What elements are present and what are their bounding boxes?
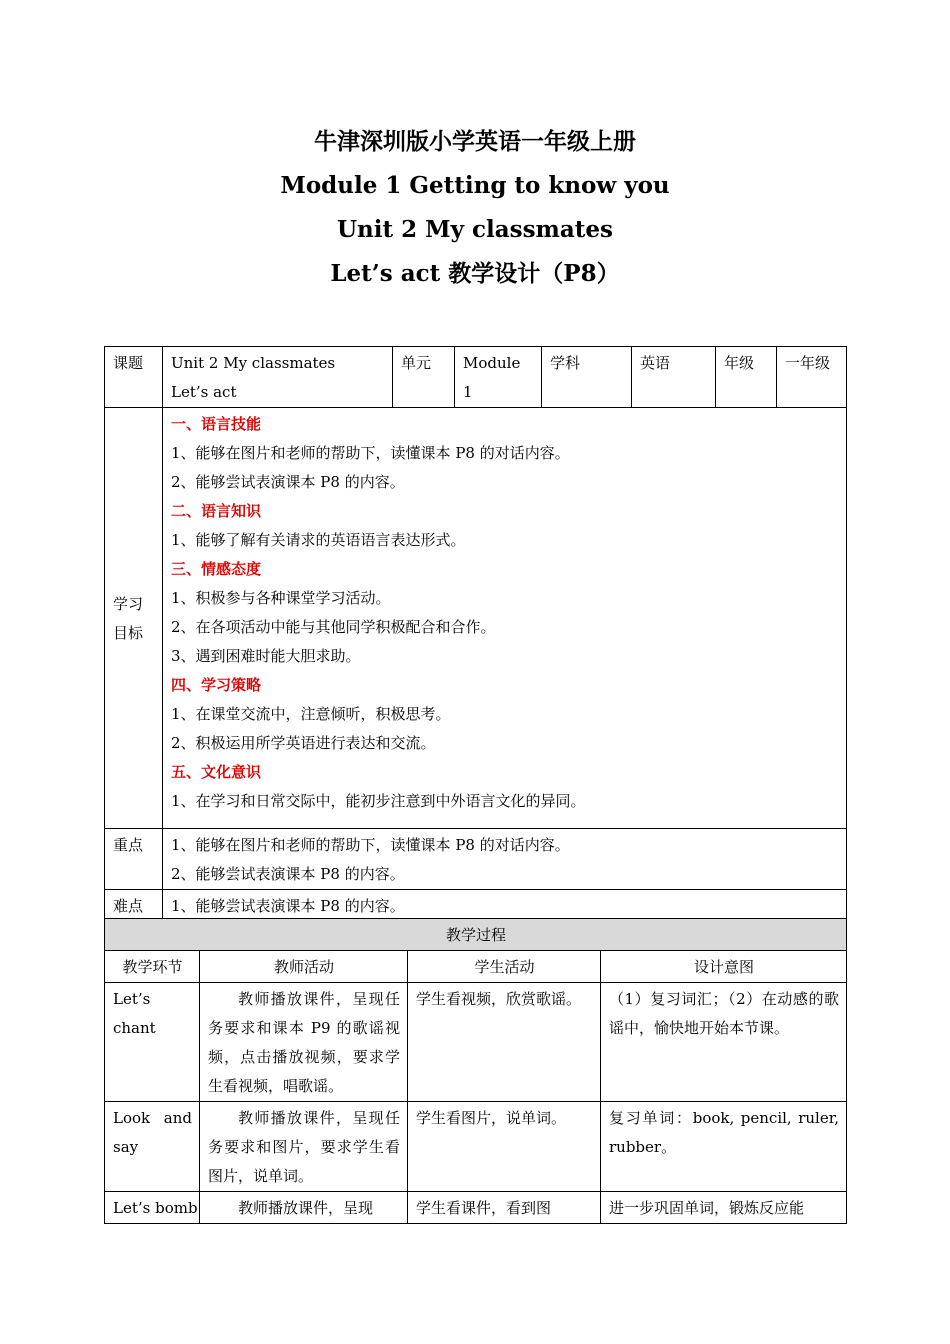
column-header: 教师活动: [200, 951, 408, 983]
topic-label: 课题: [105, 347, 163, 408]
topic-value: Unit 2 My classmates Let’s act: [163, 347, 393, 408]
title-book: 牛津深圳版小学英语一年级上册: [314, 128, 636, 155]
goal-item: 1、在学习和日常交际中，能初步注意到中外语言文化的异同。: [171, 792, 586, 810]
teacher-activity-cell: 教师播放课件，呈现: [200, 1192, 408, 1224]
lesson-info-table: [104, 346, 847, 922]
subject-label: 学科: [542, 347, 632, 408]
teacher-activity-cell: 教师播放课件，呈现任务要求和课本 P9 的歌谣视频，点击播放视频，要求学生看视频，唱歌谣。: [200, 983, 408, 1102]
difficult-points-content: 1、能够尝试表演课本 P8 的内容。: [163, 890, 847, 922]
process-header-row: [105, 951, 847, 983]
table-row: [105, 1102, 847, 1192]
column-header: 学生活动: [408, 951, 601, 983]
goal-item: 1、能够在图片和老师的帮助下，读懂课本 P8 的对话内容。: [171, 444, 570, 462]
document-title-block: [0, 120, 950, 296]
stage-cell: Look and say: [105, 1102, 200, 1192]
goal-item: 1、能够了解有关请求的英语语言表达形式。: [171, 531, 466, 549]
table-row: [105, 1192, 847, 1224]
goal-section-heading: 三、情感态度: [171, 560, 262, 578]
unit-label: 单元: [393, 347, 455, 408]
goal-item: 2、积极运用所学英语进行表达和交流。: [171, 734, 436, 752]
title-module: Module 1 Getting to know you: [280, 172, 670, 199]
table-row: [105, 983, 847, 1102]
goal-item: 3、遇到困难时能大胆求助。: [171, 647, 361, 665]
difficult-points-row: [105, 890, 847, 922]
stage-cell: Let’s bomb: [105, 1192, 200, 1224]
key-points-label: 重点: [105, 829, 163, 890]
goal-item: 2、在各项活动中能与其他同学积极配合和合作。: [171, 618, 496, 636]
student-activity-cell: 学生看视频，欣赏歌谣。: [408, 983, 601, 1102]
goal-item: 2、能够尝试表演课本 P8 的内容。: [171, 473, 405, 491]
teacher-activity-cell: 教师播放课件，呈现任务要求和图片，要求学生看图片，说单词。: [200, 1102, 408, 1192]
design-intent-cell: 进一步巩固单词，锻炼反应能: [601, 1192, 847, 1224]
grade-value: 一年级: [777, 347, 847, 408]
key-points-content: 1、能够在图片和老师的帮助下，读懂课本 P8 的对话内容。 2、能够尝试表演课本 P8 的内容。: [163, 829, 847, 890]
goal-section-heading: 五、文化意识: [171, 763, 262, 781]
stage-cell: Let’s chant: [105, 983, 200, 1102]
process-title-row: [105, 919, 847, 951]
goals-row: [105, 408, 847, 829]
column-header: 设计意图: [601, 951, 847, 983]
goals-content: [163, 408, 847, 829]
column-header: 教学环节: [105, 951, 200, 983]
goal-item: 1、在课堂交流中，注意倾听，积极思考。: [171, 705, 451, 723]
goal-section-heading: 一、语言技能: [171, 415, 262, 433]
title-unit: Unit 2 My classmates: [337, 216, 613, 243]
teaching-process-table: [104, 918, 847, 1224]
goals-label: 学习 目标: [105, 408, 163, 829]
goal-section-heading: 四、学习策略: [171, 676, 262, 694]
subject-value: 英语: [632, 347, 716, 408]
difficult-points-label: 难点: [105, 890, 163, 922]
unit-value: Module 1: [455, 347, 542, 408]
title-lesson: Let’s act 教学设计（P8）: [330, 260, 620, 287]
design-intent-cell: （1）复习词汇；（2）在动感的歌谣中，愉快地开始本节课。: [601, 983, 847, 1102]
grade-label: 年级: [716, 347, 777, 408]
design-intent-cell: 复习单词：book, pencil, ruler, rubber。: [601, 1102, 847, 1192]
process-title: 教学过程: [105, 919, 847, 951]
info-row: [105, 347, 847, 408]
goal-section-heading: 二、语言知识: [171, 502, 262, 520]
key-points-row: [105, 829, 847, 890]
goal-item: 1、积极参与各种课堂学习活动。: [171, 589, 391, 607]
student-activity-cell: 学生看课件，看到图: [408, 1192, 601, 1224]
student-activity-cell: 学生看图片，说单词。: [408, 1102, 601, 1192]
